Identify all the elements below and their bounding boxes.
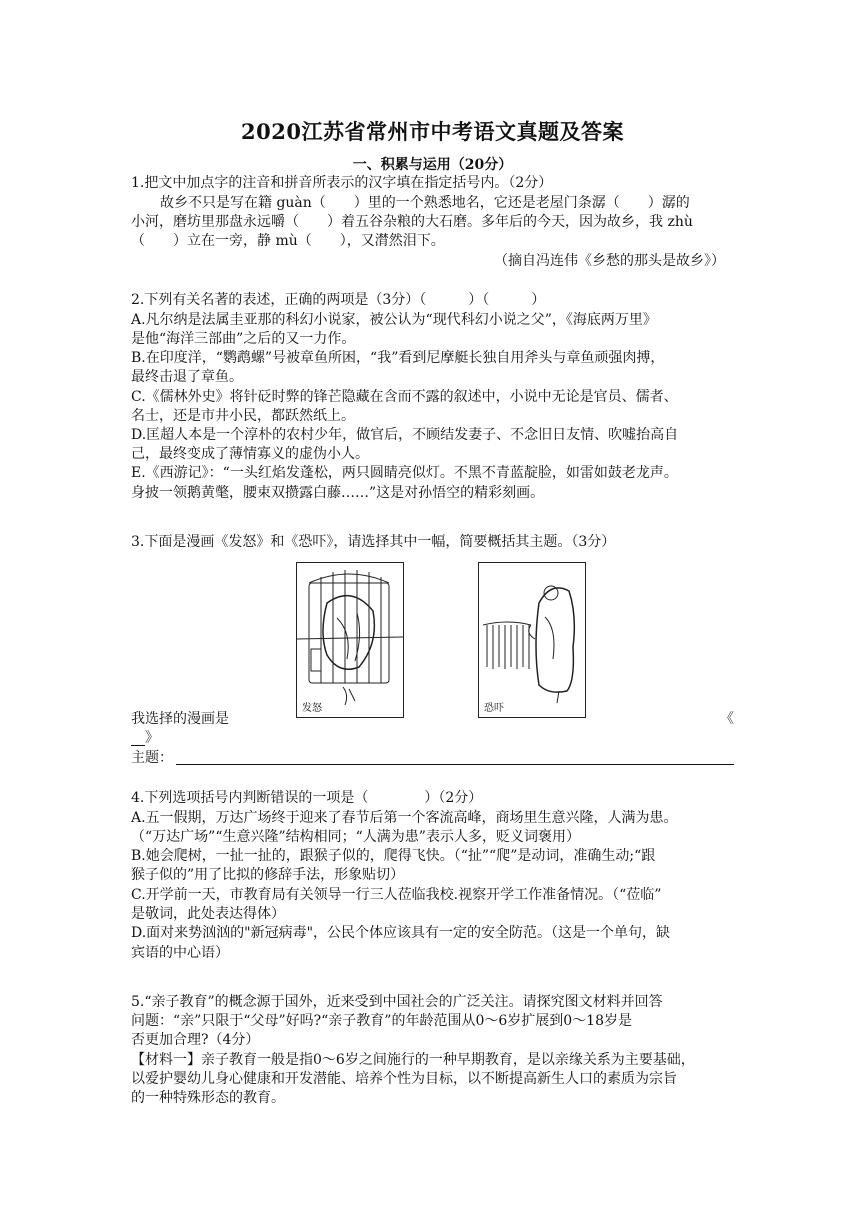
q1-passage-line: 小河，磨坊里那盘永远嚼（ ）着五谷杂粮的大石磨。多年后的今天，因为故乡，我 zhù <box>131 214 693 230</box>
q3-choice-open: 《 <box>720 711 734 727</box>
q3-theme-label: 主题： <box>131 750 173 766</box>
comic-threaten <box>478 562 586 718</box>
q3-stem: 3.下面是漫画《发怒》和《恐吓》，请选择其中一幅，简要概括其主题。（3分） <box>131 534 616 550</box>
q4-stem: 4.下列选项括号内判断错误的一项是（ ）（2分） <box>131 790 483 806</box>
q3-choice-prefix: 我选择的漫画是 <box>131 711 229 727</box>
q2-option-a: A.凡尔纳是法属圭亚那的科幻小说家，被公认为“现代科幻小说之父”，《海底两万里》 <box>131 312 657 328</box>
comic-angry-caption: 发怒 <box>302 703 322 714</box>
q2-option-c: C.《儒林外史》将针砭时弊的锋芒隐藏在含而不露的叙述中，小说中无论是官员、儒者、 <box>131 389 678 405</box>
q1-source: （摘自冯连伟《乡愁的那头是故乡》） <box>494 253 725 269</box>
q5-material-one-cont: 以爱护婴幼儿身心健康和开发潜能、培养个性为目标，以不断提高新生人口的素质为宗旨 <box>131 1071 677 1087</box>
comic-angry <box>296 562 404 718</box>
q2-option-c-cont: 名士，还是市井小民，都跃然纸上。 <box>131 408 355 424</box>
q2-option-e: E.《西游记》：“一头红焰发蓬松，两只圆睛亮似灯。不黑不青蓝靛脸，如雷如鼓老龙声。 <box>131 465 678 481</box>
q5-stem-cont: 否更加合理?（4分） <box>131 1032 260 1048</box>
q2-option-d-cont: 己，最终变成了薄情寡义的虚伪小人。 <box>131 446 369 462</box>
q4-option-b-cont: 猴子似的”用了比拟的修辞手法，形象贴切） <box>131 867 405 883</box>
q4-option-a-cont: （“万达广场”“生意兴隆”结构相同；“人满为患”表示人多，贬义词褒用） <box>131 829 580 845</box>
q2-option-e-cont: 身披一领鹅黄氅，腰束双攒露白藤……”这是对孙悟空的精彩刻画。 <box>131 485 545 501</box>
q4-option-c-cont: 是敬词，此处表达得体） <box>131 906 285 922</box>
q4-option-b: B.她会爬树，一扯一扯的，跟猴子似的，爬得飞快。（“扯”“爬”是动词，准确生动;“跟 <box>131 848 656 864</box>
q2-option-a-cont: 是他“海洋三部曲”之后的又一力作。 <box>131 331 356 347</box>
q4-option-d-cont: 宾语的中心语） <box>131 945 229 961</box>
q3-theme-blank <box>176 764 734 765</box>
q1-passage-line: （ ）立在一旁，静 mù（ ），又潸然泪下。 <box>131 233 445 249</box>
comic-threaten-caption: 恐吓 <box>484 703 504 714</box>
q2-option-b: B.在印度洋，“鹦鹉螺”号被章鱼所困，“我”看到尼摩艇长独自用斧头与章鱼顽强肉搏， <box>131 350 665 366</box>
q5-stem-cont: 问题：“亲”只限于“父母”好吗?“亲子教育”的年龄范围从0～6岁扩展到0～18岁是 <box>131 1013 632 1029</box>
q4-option-c: C.开学前一天，市教育局有关领导一行三人莅临我校.视察开学工作准备情况。（“莅临” <box>131 887 662 903</box>
q2-option-d: D.匡超人本是一个淳朴的农村少年，做官后，不顾结发妻子、不念旧日友情、吹嘘抬高自 <box>131 427 679 443</box>
q1-passage-line: 故乡不只是写在籍 guàn（ ）里的一个熟悉地名，它还是老屋门条潺（ ）潺的 <box>160 195 690 211</box>
q5-stem: 5.“亲子教育”的概念源于国外，近来受到中国社会的广泛关注。请探究图文材料并回答 <box>131 994 663 1010</box>
q5-material-one: 【材料一】亲子教育一般是指0～6岁之间施行的一种早期教育，是以亲缘关系为主要基础， <box>131 1052 695 1068</box>
q1-stem: 1.把文中加点字的注音和拼音所表示的汉字填在指定括号内。（2分） <box>131 175 553 191</box>
cage-illustration <box>297 563 403 717</box>
q2-stem: 2.下列有关名著的表述，正确的两项是（3分）（ ）（ ） <box>131 292 546 308</box>
section-heading: 一、积累与运用（20分） <box>352 157 513 173</box>
q3-choice-close: 》 <box>145 730 159 746</box>
q3-choice-blank <box>131 745 145 746</box>
document-title: 2020江苏省常州市中考语文真题及答案 <box>241 119 624 144</box>
crowd-illustration <box>479 563 585 717</box>
q5-material-one-cont: 的一种特殊形态的教育。 <box>131 1090 285 1106</box>
q2-option-b-cont: 最终击退了章鱼。 <box>131 369 243 385</box>
q4-option-d: D.面对来势汹汹的"新冠病毒"，公民个体应该具有一定的安全防范。（这是一个单句，缺 <box>131 925 671 941</box>
q4-option-a: A.五一假期，万达广场终于迎来了春节后第一个客流高峰，商场里生意兴隆，人满为患。 <box>131 810 678 826</box>
